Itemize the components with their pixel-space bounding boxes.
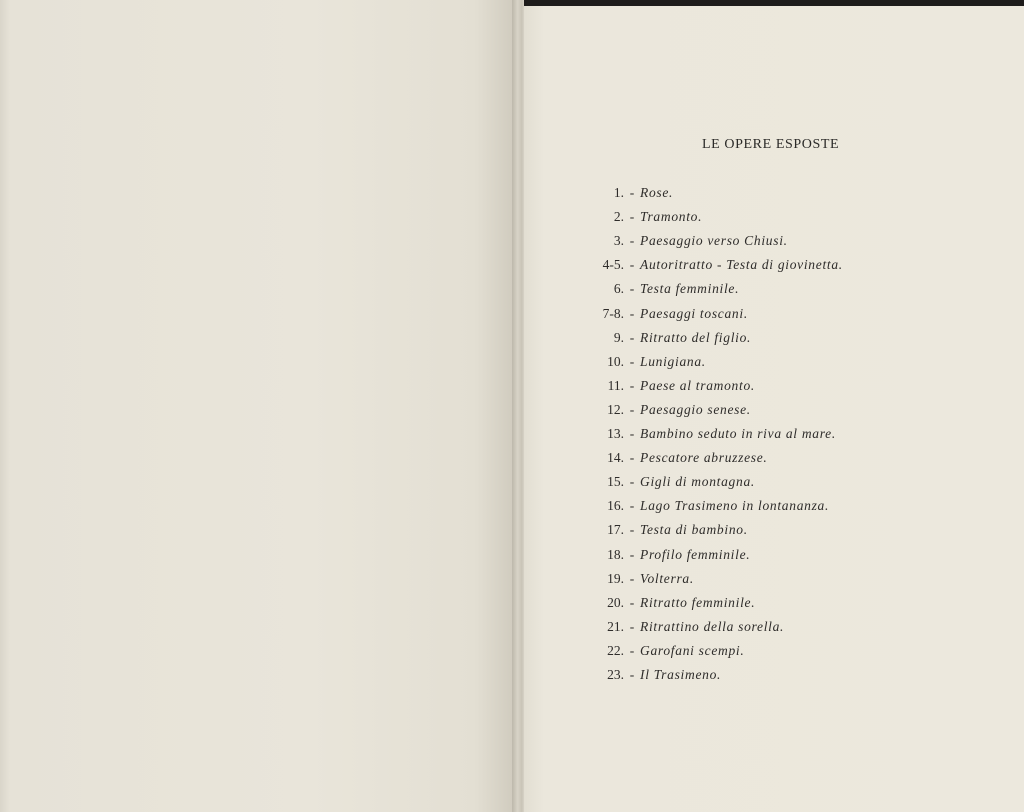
work-number: 13. bbox=[607, 426, 624, 441]
separator: - bbox=[629, 257, 635, 273]
work-entry bbox=[560, 522, 748, 542]
work-entry bbox=[560, 595, 755, 615]
work-title: Ritratto del figlio. bbox=[640, 329, 752, 345]
work-entry bbox=[560, 402, 751, 422]
work-entry bbox=[560, 643, 744, 663]
work-number: 23. bbox=[607, 667, 624, 682]
work-entry bbox=[560, 547, 750, 567]
work-title: Ritrattino della sorella. bbox=[640, 618, 785, 634]
work-title: Tramonto. bbox=[640, 209, 703, 225]
separator: - bbox=[629, 233, 635, 249]
separator: - bbox=[629, 329, 635, 345]
work-entry bbox=[560, 257, 843, 277]
work-number: 19. bbox=[607, 570, 624, 586]
work-title: Garofani scempi. bbox=[640, 642, 745, 658]
work-number: 14. bbox=[607, 450, 624, 466]
work-entry bbox=[560, 306, 748, 326]
separator: - bbox=[629, 401, 635, 417]
separator: - bbox=[629, 594, 635, 610]
work-title: Paesaggio verso Chiusi. bbox=[640, 233, 788, 249]
work-entry bbox=[560, 667, 721, 687]
separator: - bbox=[629, 667, 635, 682]
work-entry bbox=[560, 330, 751, 350]
work-entry bbox=[560, 233, 788, 253]
work-entry bbox=[560, 378, 755, 398]
page-title: LE OPERE ESPOSTE bbox=[702, 137, 840, 152]
work-title: Ritratto femminile. bbox=[640, 594, 756, 610]
work-title: Lago Trasimeno in lontananza. bbox=[640, 498, 830, 514]
work-number: 11. bbox=[607, 377, 624, 393]
work-title: Volterra. bbox=[640, 570, 694, 586]
separator: - bbox=[629, 281, 635, 297]
work-number: 18. bbox=[607, 546, 624, 562]
separator: - bbox=[629, 185, 635, 200]
work-title: Pescatore abruzzese. bbox=[640, 450, 768, 466]
work-entry bbox=[560, 209, 702, 229]
work-title: Bambino seduto in riva al mare. bbox=[640, 426, 836, 441]
work-title: Paesaggi toscani. bbox=[640, 305, 748, 321]
work-number: 12. bbox=[607, 401, 624, 417]
separator: - bbox=[629, 570, 635, 586]
work-number: 15. bbox=[607, 474, 624, 490]
separator: - bbox=[629, 522, 635, 538]
work-title: Testa femminile. bbox=[640, 281, 740, 297]
separator: - bbox=[629, 426, 635, 441]
separator: - bbox=[629, 450, 635, 466]
separator: - bbox=[629, 353, 635, 369]
work-entry bbox=[560, 426, 836, 446]
work-number: 22. bbox=[607, 642, 624, 658]
work-entry bbox=[560, 474, 755, 494]
work-entry bbox=[560, 619, 784, 639]
work-title: Lunigiana. bbox=[640, 353, 706, 369]
work-title: Il Trasimeno. bbox=[640, 667, 722, 682]
work-number: 16. bbox=[607, 498, 624, 514]
work-number: 9. bbox=[613, 329, 624, 345]
work-entry bbox=[560, 450, 767, 470]
work-number: 7-8. bbox=[602, 305, 624, 321]
work-number: 17. bbox=[607, 522, 624, 538]
work-title: Autoritratto - Testa di giovinetta. bbox=[640, 257, 843, 273]
work-entry bbox=[560, 498, 829, 518]
work-entry bbox=[560, 571, 694, 591]
work-title: Paese al tramonto. bbox=[640, 377, 755, 393]
work-number: 2. bbox=[613, 209, 624, 225]
work-number: 10. bbox=[607, 353, 624, 369]
work-number: 21. bbox=[607, 618, 624, 634]
work-title: Gigli di montagna. bbox=[640, 474, 755, 490]
work-entry bbox=[560, 185, 673, 205]
separator: - bbox=[629, 377, 635, 393]
work-number: 4-5. bbox=[602, 257, 624, 273]
separator: - bbox=[629, 546, 635, 562]
work-number: 6. bbox=[613, 281, 624, 297]
separator: - bbox=[629, 642, 635, 658]
separator: - bbox=[629, 474, 635, 490]
separator: - bbox=[629, 209, 635, 225]
separator: - bbox=[629, 305, 635, 321]
work-title: Profilo femminile. bbox=[640, 546, 751, 562]
work-title: Paesaggio senese. bbox=[640, 401, 751, 417]
separator: - bbox=[629, 498, 635, 514]
work-title: Rose. bbox=[640, 185, 674, 200]
work-number: 3. bbox=[613, 233, 624, 249]
work-entry bbox=[560, 281, 739, 301]
work-number: 20. bbox=[607, 594, 624, 610]
work-title: Testa di bambino. bbox=[640, 522, 748, 538]
separator: - bbox=[629, 618, 635, 634]
work-number: 1. bbox=[613, 185, 624, 200]
work-entry bbox=[560, 354, 706, 374]
